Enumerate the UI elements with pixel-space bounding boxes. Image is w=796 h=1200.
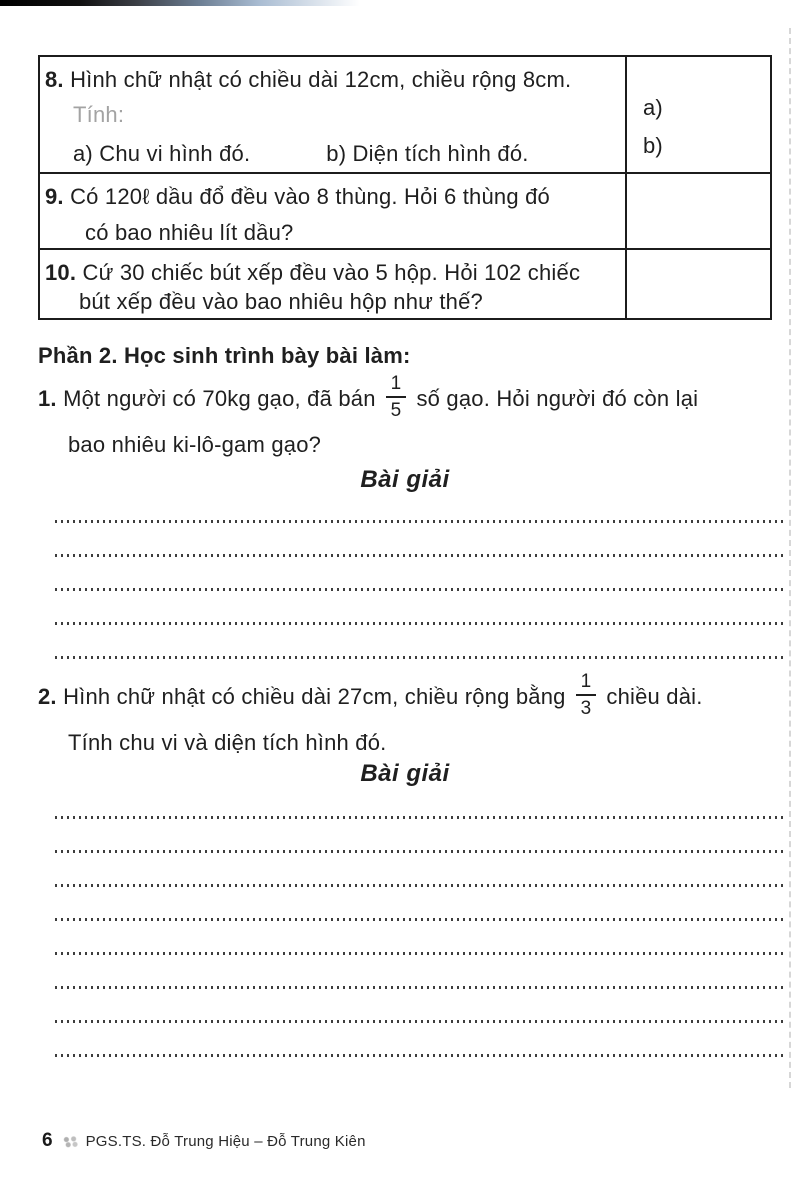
dotted-answer-line <box>55 1054 787 1057</box>
answer-lines-problem-2 <box>55 816 787 1088</box>
fraction-numerator: 1 <box>390 373 402 395</box>
table-row <box>40 172 770 248</box>
fraction-one-fifth <box>386 374 407 420</box>
answer-lines-problem-1 <box>55 520 787 690</box>
question-9-cell <box>40 174 627 248</box>
fraction-numerator: 1 <box>580 671 592 693</box>
part2-heading: Phần 2. Học sinh trình bày bài làm: <box>38 343 411 368</box>
problem-1-line2: bao nhiêu ki-lô-gam gạo? <box>68 432 322 458</box>
question-text: Hình chữ nhật có chiều dài 12cm, chiều rộng 8cm. <box>70 67 572 92</box>
question-8-line2: Tính: <box>73 102 125 127</box>
dotted-answer-line <box>55 952 787 955</box>
answer-label-b: b) <box>643 133 663 158</box>
question-9-line2: có bao nhiêu lít dầu? <box>85 220 294 245</box>
solution-title-1: Bài giải <box>360 466 450 493</box>
dotted-answer-line <box>55 986 787 989</box>
page-number: 6 <box>42 1130 53 1151</box>
question-10-cell <box>40 250 627 318</box>
solution-title-2: Bài giải <box>360 760 450 787</box>
page-footer <box>42 1130 366 1152</box>
question-number: 8. <box>45 67 64 92</box>
problem-number: 1. <box>38 386 57 411</box>
question-10-line2: bút xếp đều vào bao nhiêu hộp như thế? <box>79 289 483 314</box>
dotted-answer-line <box>55 588 787 591</box>
table-row <box>40 248 770 318</box>
problem-text-after: chiều dài. <box>606 684 703 709</box>
question-text: Có 120ℓ dầu đổ đều vào 8 thùng. Hỏi 6 thùng đó <box>70 184 550 209</box>
dotted-answer-line <box>55 622 787 625</box>
question-10-line1 <box>45 260 619 286</box>
answer-cell-8 <box>627 57 770 172</box>
problem-2-line2: Tính chu vi và diện tích hình đó. <box>68 730 387 756</box>
problem-number: 2. <box>38 684 57 709</box>
dotted-answer-line <box>55 816 787 819</box>
question-8-parts <box>73 141 619 167</box>
dotted-answer-line <box>55 1020 787 1023</box>
question-text: Cứ 30 chiếc bút xếp đều vào 5 hộp. Hỏi 102 chiếc <box>82 260 581 285</box>
dotted-answer-line <box>55 884 787 887</box>
problem-2-line1 <box>38 670 782 724</box>
problem-text-before: Hình chữ nhật có chiều dài 27cm, chiều rộng bằng <box>63 684 566 709</box>
scan-edge-artifact-top <box>0 0 360 6</box>
question-8-line1 <box>45 67 619 93</box>
answer-cell-10 <box>627 250 770 318</box>
question-9-line1 <box>45 184 619 210</box>
problem-text-after: số gạo. Hỏi người đó còn lại <box>416 386 699 411</box>
print-smudge <box>61 1135 79 1148</box>
answer-cell-9 <box>627 174 770 248</box>
authors-line: PGS.TS. Đỗ Trung Hiệu – Đỗ Trung Kiên <box>85 1133 366 1150</box>
dotted-answer-line <box>55 520 787 523</box>
question-8-cell <box>40 57 627 172</box>
table-row <box>40 57 770 172</box>
dotted-answer-line <box>55 918 787 921</box>
problem-1 <box>38 372 782 458</box>
problem-1-line1 <box>38 372 782 426</box>
question-8-part-b: b) Diện tích hình đó. <box>326 141 529 166</box>
problem-2 <box>38 670 782 756</box>
question-table <box>38 55 772 320</box>
question-number: 9. <box>45 184 64 209</box>
question-number: 10. <box>45 260 77 285</box>
dotted-answer-line <box>55 554 787 557</box>
question-8-part-a: a) Chu vi hình đó. <box>73 141 251 166</box>
problem-text-before: Một người có 70kg gạo, đã bán <box>63 386 376 411</box>
answer-label-a: a) <box>643 95 663 120</box>
dotted-answer-line <box>55 850 787 853</box>
dotted-answer-line <box>55 656 787 659</box>
scan-edge-artifact-right <box>789 28 791 1088</box>
fraction-one-third <box>576 672 597 718</box>
fraction-denominator: 5 <box>386 396 407 420</box>
fraction-denominator: 3 <box>576 694 597 718</box>
